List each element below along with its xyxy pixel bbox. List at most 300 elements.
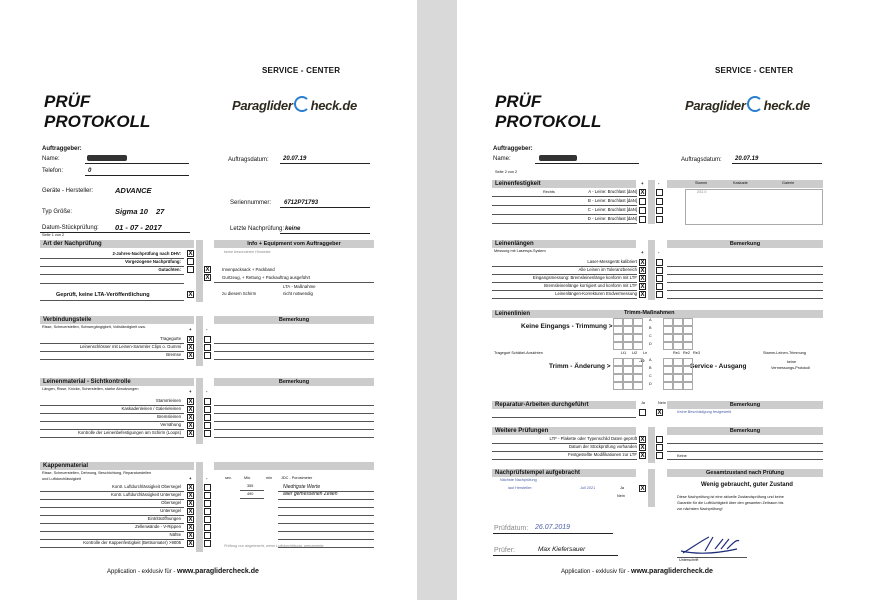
row-line	[40, 547, 184, 548]
festigkeit-col-bar	[648, 180, 655, 224]
trimm-cell[interactable]	[613, 374, 623, 382]
plus-check[interactable]: X	[188, 533, 193, 539]
ja-label: Ja	[641, 401, 646, 405]
checklist-item-label: Leinenschlösser mit Leinen-Sammler Clips o. Gummi	[79, 344, 181, 349]
checklist-item-label: Tragegurte	[160, 336, 181, 341]
typ-value: Sigma 10	[115, 207, 148, 216]
bemerkung-line	[214, 437, 374, 438]
plus-check[interactable]: X	[640, 268, 645, 274]
title-line-2: PROTOKOLL	[44, 112, 151, 131]
trimm-cell[interactable]	[633, 342, 643, 350]
minus-check[interactable]	[204, 516, 211, 523]
trimm-cell[interactable]	[613, 334, 623, 342]
stempel-ja: Ja	[620, 486, 625, 490]
checklist-item-label: Vernähung	[160, 422, 181, 427]
weitere-col-bar	[648, 427, 655, 463]
info-subtext: keine besonderen Hinweise	[224, 250, 271, 254]
checklist-item-label: Untersegel	[160, 508, 181, 513]
trimm-cell[interactable]	[633, 366, 643, 374]
plus-check[interactable]: X	[640, 260, 645, 266]
stueckpruefung-value: 01 - 07 - 2017	[115, 223, 162, 232]
plus-check[interactable]	[639, 216, 646, 223]
a-value: 202.0	[697, 190, 707, 194]
trimm-row-label: A	[649, 358, 652, 362]
checklist-item-label: Alle Leinen im Toleranzbereich	[578, 267, 637, 272]
kappe-col-bar	[196, 462, 203, 552]
bemerkung-line	[667, 298, 823, 299]
trimm-cell[interactable]	[613, 382, 623, 390]
minus-check[interactable]	[656, 216, 663, 223]
zustand-value: Wenig gebraucht, guter Zustand	[701, 482, 793, 488]
checklist-item-label: Leinenlängen-Korrekturen Endvermessung	[555, 291, 637, 296]
reparatur-nein-check[interactable]: X	[657, 410, 662, 416]
checklist-item-label: B - Leine: Bruchlast [daN]	[588, 198, 637, 203]
trimm-cell[interactable]	[663, 358, 673, 366]
row-line	[492, 205, 637, 206]
plus-label-p2-2: +	[641, 250, 644, 255]
trimm-cell[interactable]	[683, 374, 693, 382]
plus-check[interactable]: X	[188, 485, 193, 491]
trimm-cell[interactable]	[623, 318, 633, 326]
info-header: Info + Equipment vom Auftraggeber	[214, 240, 374, 248]
title-line-1-p2: PRÜF	[495, 92, 542, 111]
bemerkung-line	[214, 429, 374, 430]
footer-url-2[interactable]: www.paraglidercheck.de	[631, 568, 713, 575]
protokoll-label: Vermessungs-Protokoll	[771, 366, 811, 370]
trimm-cell[interactable]	[673, 382, 683, 390]
minus-check[interactable]	[204, 524, 211, 531]
minus-check[interactable]	[204, 422, 211, 429]
logo-text-left-2: Paraglider	[685, 98, 746, 113]
row-line	[492, 223, 637, 224]
minus-check[interactable]	[204, 430, 211, 437]
bemerkung-line	[278, 491, 374, 492]
plus-check[interactable]: X	[188, 525, 193, 531]
checklist-item-label: LTF - Plakette oder Typenschild Daten geprüft	[549, 436, 637, 441]
minus-check[interactable]	[204, 484, 211, 491]
plus-label-2: +	[189, 389, 192, 394]
verbindung-bem-header: Bemerkung	[214, 316, 374, 324]
zustand-text-2: Garantie für die Lufttüchtigkeit über den gesamten Zeitraum bis	[677, 501, 784, 505]
trimm-cell[interactable]	[673, 358, 683, 366]
minus-check[interactable]	[656, 444, 663, 451]
rechts-label: Rechts	[543, 190, 555, 194]
trimm-cell[interactable]	[663, 334, 673, 342]
auftragsdatum-line	[280, 163, 370, 164]
art-check-1[interactable]: X	[188, 251, 193, 257]
trimm-cell[interactable]	[673, 318, 683, 326]
kappe-note-1: Niedrigste Werte	[283, 484, 321, 490]
name-label: Name:	[42, 156, 60, 162]
min2-label: min	[266, 476, 273, 480]
trimm-row-label: A	[649, 318, 652, 322]
plus-check[interactable]: X	[188, 509, 193, 515]
plus-check[interactable]: X	[640, 453, 645, 459]
minus-check[interactable]	[656, 259, 663, 266]
minus-label-p2-1: -	[658, 181, 660, 186]
plus-check[interactable]: X	[188, 345, 193, 351]
footer	[107, 568, 259, 575]
art-line-5	[40, 300, 184, 301]
checklist-item-label: Nähte	[169, 532, 181, 537]
stamm-trimm-label: Stamm-Leinen-Trimmung	[763, 351, 806, 355]
title-line-1: PRÜF	[44, 92, 91, 111]
groesse-value: 27	[156, 207, 165, 216]
plus-check[interactable]	[639, 198, 646, 205]
minus-label-1: -	[206, 327, 208, 332]
art-line-4	[40, 283, 184, 284]
plus-check[interactable]: X	[640, 437, 645, 443]
trimm-row-label: D	[649, 382, 652, 386]
trimm-cell[interactable]	[633, 334, 643, 342]
trimm-cell[interactable]	[683, 366, 693, 374]
seite-label: Seite 1 von 2	[42, 233, 65, 237]
equip-2: Gurtzeug, + Rettung + Packauftrag ausgeführt	[222, 275, 311, 280]
trimm-row-label: C	[649, 374, 652, 378]
lt1-label: Lt1	[621, 351, 627, 355]
equip-check-2[interactable]: X	[205, 275, 210, 281]
trimm-cell[interactable]	[633, 358, 643, 366]
trimm-cell[interactable]	[613, 358, 623, 366]
trimm-cell[interactable]	[623, 342, 633, 350]
bemerkung-line	[214, 405, 374, 406]
protocol-page-2	[457, 0, 874, 600]
pruefdatum-label: Prüfdatum:	[494, 525, 529, 532]
plus-check[interactable]: X	[640, 276, 645, 282]
trimm-cell[interactable]	[673, 326, 683, 334]
art-line-2	[40, 266, 184, 267]
trimm-cell[interactable]	[663, 366, 673, 374]
hersteller-value: ADVANCE	[115, 186, 152, 195]
bemerkung-line	[214, 413, 374, 414]
plus-check[interactable]: X	[188, 423, 193, 429]
footer-text-2: Application - exklusiv für -	[561, 569, 632, 575]
minus-check[interactable]	[204, 532, 211, 539]
checklist-item-label: Kontr. Luftdurchlässigkeit Untersegel	[111, 492, 181, 497]
leinen-header: Leinenmaterial - Sichtkontrolle	[40, 378, 194, 386]
laengen-header: Leinenlängen	[492, 240, 636, 248]
eingang-trimm: Keine Eingangs - Trimmung >	[521, 323, 613, 330]
zustand-text-1: Diese Nachprüfung ist eine aktuelle Zustandsprüfung und keine	[677, 495, 784, 499]
minus-check[interactable]	[204, 540, 211, 547]
trimm-cell[interactable]	[673, 334, 683, 342]
plus-check[interactable]: X	[188, 407, 193, 413]
plus-check[interactable]: X	[188, 415, 193, 421]
checklist-item-label: Datum der Stückprüfung vorhanden	[568, 444, 637, 449]
trimm-cell[interactable]	[663, 382, 673, 390]
lta-line-2: zu diesem Schirm	[222, 291, 257, 296]
minus-check[interactable]	[204, 414, 211, 421]
art-check-3[interactable]	[187, 266, 194, 273]
bemerkung-line	[278, 507, 374, 508]
auftragsdatum-line-2	[732, 163, 822, 164]
lt2-label: Lt2	[632, 351, 638, 355]
bemerkung-line	[214, 421, 374, 422]
checklist-item-label: Laser-Messgerät kalibriert	[587, 259, 637, 264]
trimm-cell[interactable]	[673, 374, 683, 382]
leinen-sub: Längen, Risse, Knicke, Scherstellen, starke Abnutzungen	[42, 387, 139, 391]
reparatur-line	[492, 417, 636, 418]
bemerkung-line	[278, 499, 374, 500]
trimm-row-label: C	[649, 334, 652, 338]
minus-check[interactable]	[204, 336, 211, 343]
stempel-nein: Nein	[617, 494, 625, 498]
minus-check[interactable]	[204, 492, 211, 499]
pruefdatum-line	[493, 533, 613, 534]
trimm-cell[interactable]	[663, 326, 673, 334]
trimm-cell[interactable]	[623, 382, 633, 390]
equip-check-1[interactable]: X	[205, 267, 210, 273]
checklist-item-label: Kaskadenleinen / Galerieleinen	[121, 406, 181, 411]
telefon-value: 0	[88, 168, 92, 174]
stamm-label: Stamm	[695, 181, 708, 185]
title-line-2-p2: PROTOKOLL	[495, 112, 602, 131]
minus-check[interactable]	[204, 352, 211, 359]
minus-check[interactable]	[656, 436, 663, 443]
minus-check[interactable]	[204, 398, 211, 405]
row-line	[492, 196, 637, 197]
checklist-item-label: Kontrolle der Kappenfestigkeit (Bettsomater) >9005	[83, 540, 181, 545]
plus-check[interactable]: X	[188, 353, 193, 359]
pruefdatum-value: 26.07.2019	[535, 524, 571, 531]
leinen-col-bar	[196, 378, 203, 444]
trimm-cell[interactable]	[633, 382, 643, 390]
weitere-bem-header: Bemerkung	[667, 427, 823, 435]
auftragsdatum-value: 20.07.19	[283, 156, 307, 162]
checklist-item-label: Zellenwände - V-Rippen	[135, 524, 181, 529]
minus-ten: -10	[639, 359, 645, 363]
reparatur-ja-check[interactable]	[639, 409, 646, 416]
pruefer-label: Prüfer:	[494, 547, 516, 554]
trimm-cell[interactable]	[633, 326, 643, 334]
min-label: Min.	[244, 476, 252, 480]
festigkeit-grid	[685, 189, 823, 225]
auftragsdatum-label: Auftragsdatum:	[228, 157, 269, 163]
minus-check[interactable]	[656, 198, 663, 205]
checklist-item-label: D - Leine: Bruchlast [daN]	[587, 216, 637, 221]
check-logo-icon	[294, 96, 310, 112]
plus-check[interactable]: X	[188, 399, 193, 405]
bemerkung-line	[278, 523, 374, 524]
checklist-item-label: C - Leine: Bruchlast [daN]	[587, 207, 637, 212]
sec-label: sec.	[225, 476, 232, 480]
plus-check[interactable]: X	[188, 337, 193, 343]
equip-1: Innenpacksack + Packband	[222, 267, 275, 272]
trimm-cell[interactable]	[673, 366, 683, 374]
trimm-cell[interactable]	[623, 358, 633, 366]
trimm-cell[interactable]	[613, 326, 623, 334]
minus-check[interactable]	[204, 406, 211, 413]
galerie-label: Galerie	[782, 181, 795, 185]
bemerkung-line	[278, 539, 374, 540]
laengen-sub: Messung mit Lasersys-System	[494, 249, 546, 253]
minus-label-3: -	[206, 476, 208, 481]
trimm-cell[interactable]	[623, 334, 633, 342]
seriennummer-line	[280, 207, 370, 208]
trimm-row-label: B	[649, 326, 652, 330]
trimm-cell[interactable]	[663, 342, 673, 350]
trimm-cell[interactable]	[613, 342, 623, 350]
laengen-col-bar	[648, 240, 655, 300]
reparatur-bem-header: Bemerkung	[667, 401, 823, 409]
bemerkung-line	[667, 451, 823, 452]
kappe-value-line-1	[240, 490, 264, 491]
aenderung-trimm: Trimm - Änderung >	[549, 363, 611, 370]
minus-check[interactable]	[656, 452, 663, 459]
checklist-item-label: Bremsleinen	[157, 414, 181, 419]
checklist-item-label: Eingangsmessung: Bremsleinenlänge konform mit LTF	[532, 275, 637, 280]
minus-label-p2-2: -	[658, 250, 660, 255]
plus-check[interactable]: X	[188, 541, 193, 547]
equip-line-1	[214, 282, 374, 283]
bemerkung-line	[214, 351, 374, 352]
trimm-cell[interactable]	[623, 366, 633, 374]
kappe-sub-2: und Luftdurchlässigkeit	[42, 477, 81, 481]
trimm-cell[interactable]	[683, 318, 693, 326]
company-logo-2	[685, 96, 810, 112]
check-logo-icon-2	[747, 96, 763, 112]
name-line	[85, 163, 189, 164]
signature-image	[679, 533, 741, 557]
auftraggeber-label-2: Auftraggeber:	[493, 146, 533, 152]
festigkeit-header: Leinenfestigkeit	[492, 180, 636, 188]
redacted-name-2	[539, 155, 577, 161]
protocol-page-1	[0, 0, 417, 600]
plus-check[interactable]: X	[640, 284, 645, 290]
trimm-row-label: D	[649, 342, 652, 346]
kaskade-label: Kaskade	[733, 181, 748, 185]
footer-url[interactable]: www.paraglidercheck.de	[177, 568, 259, 575]
checklist-item-label: Bremsleinenlänge korrigiert und konform mit LTF	[544, 283, 637, 288]
typ-label: Typ Größe:	[42, 209, 73, 215]
plus-label-1: +	[189, 327, 192, 332]
art-col-bar	[196, 240, 203, 302]
plus-check[interactable]: X	[188, 517, 193, 523]
footer-text: Application - exklusiv für -	[107, 569, 178, 575]
trimm-cell[interactable]	[633, 318, 643, 326]
minus-check[interactable]	[656, 283, 663, 290]
trimm-cell[interactable]	[683, 358, 693, 366]
trimm-cell[interactable]	[683, 382, 693, 390]
naechste-label: Nächste Nachprüfung	[500, 478, 537, 482]
ln-label: Ln	[643, 351, 648, 355]
auftraggeber-label: Auftraggeber:	[42, 146, 82, 152]
bemerkung-line	[278, 547, 374, 548]
plus-check[interactable]: X	[640, 292, 645, 298]
telefon-line	[85, 175, 189, 176]
plus-label-p2-1: +	[641, 181, 644, 186]
art-line-3	[40, 274, 184, 275]
bemerkung-line	[667, 290, 823, 291]
checklist-item-label: Kontr. Luftdurchlässigkeit Obersegel	[111, 484, 181, 489]
trimm-cell[interactable]	[683, 342, 693, 350]
minus-check[interactable]	[204, 508, 211, 515]
art-line-1	[40, 258, 184, 259]
reparatur-note: Keine Beschädigung festgestellt	[677, 410, 732, 414]
auftragsdatum-value-2: 20.07.19	[735, 156, 759, 162]
plus-check[interactable]	[639, 207, 646, 214]
redacted-name	[87, 155, 127, 161]
kappe-value-2: 490	[247, 492, 254, 496]
trimm-cell[interactable]	[623, 374, 633, 382]
seriennummer-label: Seriennummer:	[230, 200, 272, 206]
kappe-bem-header	[214, 462, 374, 470]
stempel-ja-check[interactable]: X	[640, 486, 645, 492]
re2-label: Re2	[683, 351, 690, 355]
art-check-2[interactable]	[187, 258, 194, 265]
weitere-keine: Keine	[677, 454, 687, 458]
bemerkung-line	[278, 515, 374, 516]
bemerkung-line	[278, 531, 374, 532]
plus-check[interactable]: X	[640, 445, 645, 451]
minus-check[interactable]	[656, 267, 663, 274]
row-line	[40, 531, 184, 532]
plus-check[interactable]: X	[188, 501, 193, 507]
pruefer-line	[493, 555, 618, 556]
re1-label: Re1	[673, 351, 680, 355]
trimm-cell[interactable]	[623, 326, 633, 334]
leinen-bem-header: Bemerkung	[214, 378, 374, 386]
row-line	[40, 359, 184, 360]
kappe-sub-1: Risse, Scheuerstellen, Dehnung, Beschichtung, Reparaturstellen	[42, 471, 152, 475]
verbindung-sub: Risse, Scheuerstellen, Schwergängigkeit, Vollständigkeit usw.	[42, 325, 146, 329]
service-ausgang: Service - Ausgang	[690, 363, 747, 370]
minus-label-2: -	[206, 389, 208, 394]
row-line	[492, 298, 637, 299]
verbindung-header: Verbindungsteile	[40, 316, 194, 324]
bemerkung-line	[667, 459, 823, 460]
trimm-cell[interactable]	[613, 366, 623, 374]
minus-check[interactable]	[656, 275, 663, 282]
trimm-cell[interactable]	[673, 342, 683, 350]
unterschrift-label: Unterschrift	[679, 558, 699, 562]
minus-check[interactable]	[656, 189, 663, 196]
minus-check[interactable]	[656, 291, 663, 298]
name-line-2	[535, 163, 639, 164]
keine-trimm: keine	[787, 360, 797, 364]
trimm-cell[interactable]	[663, 318, 673, 326]
plus-check[interactable]: X	[188, 431, 193, 437]
logo-text-left: Paraglider	[232, 98, 293, 113]
trimm-cell[interactable]	[633, 374, 643, 382]
trimm-cell[interactable]	[683, 326, 693, 334]
trimm-cell[interactable]	[683, 334, 693, 342]
plus-check[interactable]: X	[640, 190, 645, 196]
service-center-label-2: SERVICE - CENTER	[715, 66, 794, 75]
minus-check[interactable]	[656, 207, 663, 214]
trimm-cell[interactable]	[613, 318, 623, 326]
letzte-label: Letzte Nachprüfung:	[230, 226, 285, 232]
checklist-item-label: Festgestellte Modifikationen zur LTF	[568, 452, 637, 457]
nein-label: Nein	[658, 401, 666, 405]
zustand-header: Gesamtzustand nach Prüfung	[667, 469, 823, 477]
trimm-cell[interactable]	[663, 374, 673, 382]
telefon-label: Telefon:	[42, 168, 64, 174]
stueckpruefung-label: Datum-Stückprüfung:	[42, 225, 99, 231]
art-row-2: Vorgezogene Nachprüfung:	[124, 259, 181, 264]
plus-check[interactable]: X	[188, 493, 193, 499]
re3-label: Re3	[693, 351, 700, 355]
plus-label-3: +	[189, 476, 192, 481]
kappe-value-line-2	[240, 498, 264, 499]
checklist-item-label: A - Leine: Bruchlast [daN]	[588, 189, 637, 194]
art-check-4[interactable]: X	[188, 292, 193, 298]
minus-check[interactable]	[204, 500, 211, 507]
bemerkung-line	[667, 274, 823, 275]
minus-check[interactable]	[204, 344, 211, 351]
trimm-header-left: Leinenlinien	[495, 311, 531, 317]
bemerkung-line	[667, 443, 823, 444]
